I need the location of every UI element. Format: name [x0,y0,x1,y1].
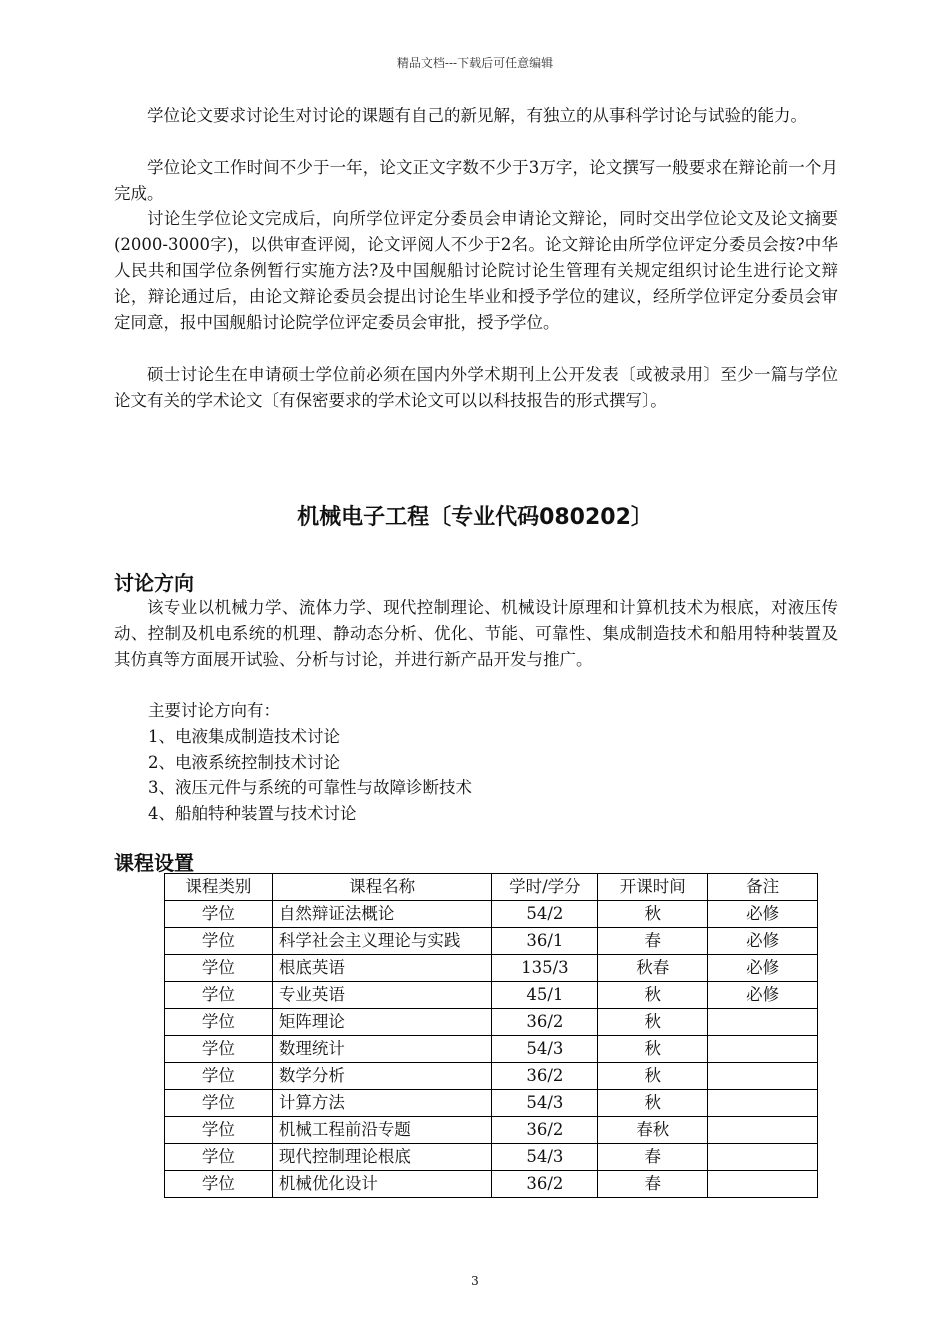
table-row [165,982,818,1009]
table-cell [708,1171,818,1198]
page-header: 精品文档---下载后可任意编辑 [396,56,554,70]
table-row [165,1009,818,1036]
table-row [165,901,818,928]
table-cell: 36/2 [492,1009,598,1036]
table-cell: 春 [598,1171,708,1198]
table-cell: 秋 [598,1036,708,1063]
table-cell: 学位 [165,955,273,982]
table-cell: 现代控制理论根底 [272,1144,492,1171]
table-cell: 秋 [598,1063,708,1090]
table-cell: 数学分析 [272,1063,492,1090]
table-cell: 必修 [708,955,818,982]
table-cell: 秋 [598,901,708,928]
table-cell: 54/3 [492,1090,598,1117]
table-row [165,1063,818,1090]
table-cell: 矩阵理论 [272,1009,492,1036]
table-cell: 机械优化设计 [272,1171,492,1198]
intro-paragraph: 学位论文工作时间不少于一年，论文正文字数不少于3万字，论文撰写一般要求在辩论前一个月完成。 [114,158,838,203]
table-row [165,1171,818,1198]
table-cell: 春 [598,928,708,955]
table-cell: 36/2 [492,1171,598,1198]
table-cell: 科学社会主义理论与实践 [272,928,492,955]
intro-paragraph: 硕士讨论生在申请硕士学位前必须在国内外学术期刊上公开发表〔或被录用〕至少一篇与学位论文有关的学术论文〔有保密要求的学术论文可以以科技报告的形式撰写〕。 [114,365,838,410]
table-header-row [165,874,818,901]
table-cell: 秋春 [598,955,708,982]
table-row [165,1090,818,1117]
table-cell [708,1063,818,1090]
table-cell [708,1036,818,1063]
table-cell [708,1009,818,1036]
research-heading: 讨论方向 [114,571,194,595]
column-header: 开课时间 [598,874,708,901]
table-cell: 学位 [165,1090,273,1117]
table-cell [708,1144,818,1171]
table-row [165,1036,818,1063]
column-header: 课程类别 [165,874,273,901]
table-cell: 秋 [598,1009,708,1036]
research-list-intro: 主要讨论方向有： [148,701,280,720]
table-cell: 秋 [598,982,708,1009]
intro-paragraph: 讨论生学位论文完成后，向所学位评定分委员会申请论文辩论，同时交出学位论文及论文摘要(2000-3000字)，以供审查评阅，论文评阅人不少于2名。论文辩论由所学位评定分委员会按?中华人民共和国学位条例暂行实施方法?及中国舰船讨论院讨论生管理有关规定组织讨论生进行论文辩论，辩论通过后，由论文辩论委员会提出讨论生毕业和授予学位的建议，经所学位评定分委员会审定同意，报中国舰船讨论院学位评定委员会审批，授予学位。 [114,209,838,332]
table-cell [708,1117,818,1144]
table-cell: 必修 [708,928,818,955]
table-cell: 学位 [165,901,273,928]
table-cell: 45/1 [492,982,598,1009]
table-cell: 36/1 [492,928,598,955]
research-item: 3、液压元件与系统的可靠性与故障诊断技术 [148,778,472,797]
table-cell: 计算方法 [272,1090,492,1117]
table-cell: 专业英语 [272,982,492,1009]
column-header: 备注 [708,874,818,901]
course-table [164,873,818,1198]
table-cell: 54/3 [492,1144,598,1171]
intro-paragraph: 学位论文要求讨论生对讨论的课题有自己的新见解，有独立的从事科学讨论与试验的能力。 [147,106,807,125]
research-item: 1、电液集成制造技术讨论 [148,727,340,746]
courses-heading: 课程设置 [114,851,194,875]
table-cell: 春秋 [598,1117,708,1144]
table-cell: 135/3 [492,955,598,982]
table-cell: 54/2 [492,901,598,928]
section-title: 机械电子工程〔专业代码080202〕 [297,505,653,530]
table-cell: 数理统计 [272,1036,492,1063]
table-cell: 学位 [165,1144,273,1171]
table-cell: 必修 [708,901,818,928]
table-cell: 学位 [165,1171,273,1198]
table-row [165,955,818,982]
table-row [165,1117,818,1144]
table-cell: 机械工程前沿专题 [272,1117,492,1144]
table-cell: 54/3 [492,1036,598,1063]
page-number: 3 [471,1274,479,1288]
table-cell: 学位 [165,982,273,1009]
table-cell: 自然辩证法概论 [272,901,492,928]
column-header: 课程名称 [272,874,492,901]
table-cell: 学位 [165,928,273,955]
table-row [165,1144,818,1171]
table-cell: 必修 [708,982,818,1009]
table-cell: 根底英语 [272,955,492,982]
table-cell: 学位 [165,1063,273,1090]
research-item: 2、电液系统控制技术讨论 [148,753,340,772]
table-cell: 学位 [165,1117,273,1144]
table-row [165,928,818,955]
table-cell: 春 [598,1144,708,1171]
table-cell: 36/2 [492,1117,598,1144]
column-header: 学时/学分 [492,874,598,901]
table-cell [708,1090,818,1117]
table-cell: 学位 [165,1036,273,1063]
table-cell: 学位 [165,1009,273,1036]
research-item: 4、船舶特种装置与技术讨论 [148,804,357,823]
research-description: 该专业以机械力学、流体力学、现代控制理论、机械设计原理和计算机技术为根底，对液压传动、控制及机电系统的机理、静动态分析、优化、节能、可靠性、集成制造技术和船用特种装置及其仿真等方面展开试验、分析与讨论，并进行新产品开发与推广。 [114,598,838,669]
table-cell: 秋 [598,1090,708,1117]
table-cell: 36/2 [492,1063,598,1090]
